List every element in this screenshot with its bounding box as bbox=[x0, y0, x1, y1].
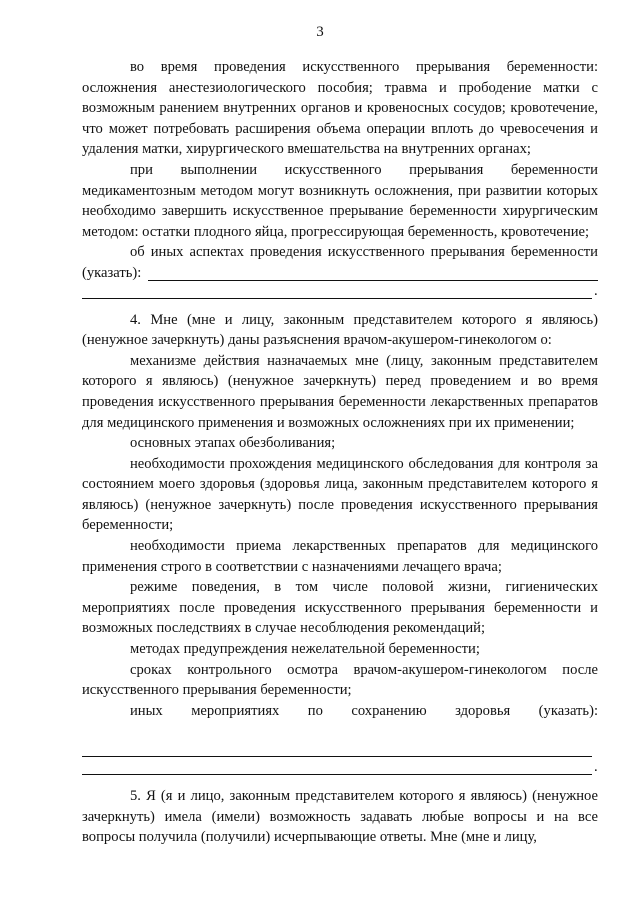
section-4-item-1: механизме действия назначаемых мне (лицу, законным представителем которого я являюсь) (ненужное зачеркнуть) перед проведением и во время проведения искусственного прерывания беременности лекарственных препаратов для медицинского применения и возможных осложнениях при их применении; bbox=[82, 352, 598, 431]
other-aspects-inline-blank[interactable] bbox=[148, 280, 598, 281]
paragraph-abortion-complications: во время проведения искусственного прерывания беременности: осложнения анестезиологического пособия; травма и прободение матки с возможным ранением внутренних органов и кровеносных сосудов; кровотечение, что может потребовать расширения объема операции вплоть до чревосечения и удаления матки, хирургического вмешательства на внутренних органах; bbox=[82, 59, 598, 158]
health-blank-line-1[interactable] bbox=[82, 742, 598, 760]
health-blank-line-2[interactable] bbox=[82, 760, 598, 778]
blank-end-mark: . bbox=[594, 282, 598, 299]
section-4-item-5: режиме поведения, в том числе половой жизни, гигиенических мероприятиях после проведения искусственного прерывания беременности и возможных последствиях в случае несоблюдения рекомендаций; bbox=[82, 579, 598, 637]
section-4-item-4: необходимости приема лекарственных препаратов для медицинского применения строго в соответствии с назначениями лечащего врача; bbox=[82, 538, 598, 575]
other-aspects-blank-line[interactable] bbox=[82, 284, 598, 302]
section-4-item-3: необходимости прохождения медицинского обследования для контроля за состоянием моего здоровья (здоровья лица, законным представителем которого я являюсь) (ненужное зачеркнуть) после проведения искусственного прерывания беременности; bbox=[82, 455, 598, 534]
section-4-item-6: методах предупреждения нежелательной беременности; bbox=[130, 641, 480, 658]
paragraph-other-aspects bbox=[82, 242, 598, 283]
section-4-intro: 4. Мне (мне и лицу, законным представителем которого я являюсь) (ненужное зачеркнуть) даны разъяснения врачом-акушером-гинекологом о: bbox=[82, 311, 598, 349]
paragraph-medication-method: при выполнении искусственного прерывания беременности медикаментозным методом могут возникнуть осложнения, при развитии которых необходимо завершить искусственное прерывание беременности хирургическим методом: остатки плодного яйца, прогрессирующая беременность, кровотечение; bbox=[82, 161, 598, 240]
other-aspects-label: об иных аспектах проведения искусственного прерывания беременности (указать): bbox=[82, 244, 598, 281]
section-4-item-2: основных этапах обезболивания; bbox=[130, 435, 336, 452]
section-4-item-7: сроках контрольного осмотра врачом-акушером-гинекологом после искусственного прерывания беременности; bbox=[82, 661, 598, 699]
page-number: 3 bbox=[316, 24, 324, 40]
health-blank-end-mark: . bbox=[594, 759, 598, 776]
section-5-text: 5. Я (я и лицо, законным представителем которого я являюсь) (ненужное зачеркнуть) имела (имели) возможность задавать любые вопросы и на все вопросы получила (получили) исчерпывающие ответы. Мне (мне и лицу, bbox=[82, 788, 598, 846]
section-4-item-health: иных мероприятиях по сохранению здоровья (указать): bbox=[130, 702, 598, 719]
document-body bbox=[82, 57, 598, 848]
